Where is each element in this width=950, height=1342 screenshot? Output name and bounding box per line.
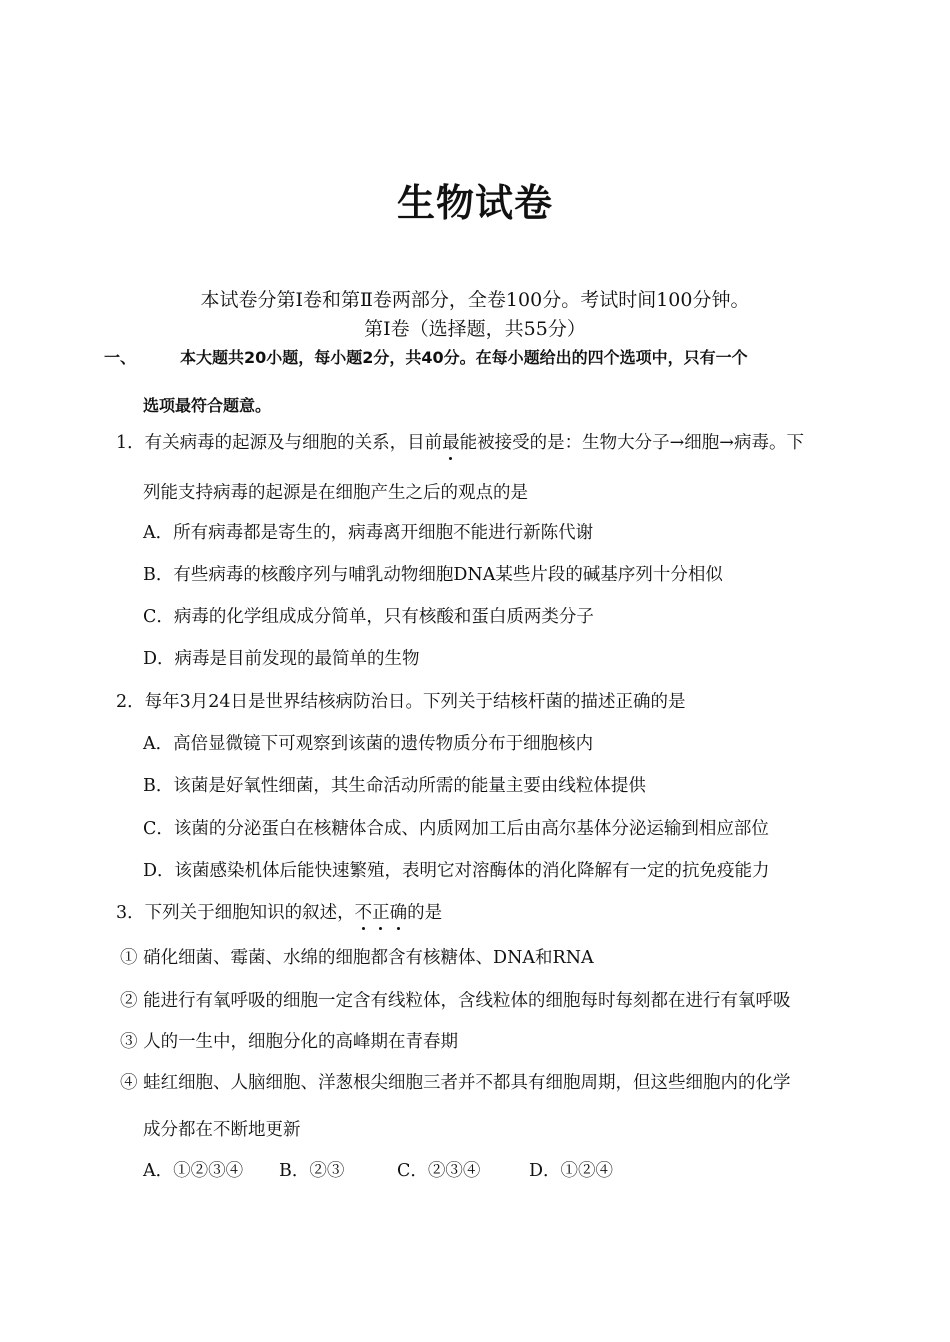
question-1-text-b: 能被接受的是：生物大分子→细胞→病毒。下 [459, 433, 804, 453]
question-2-option-b: B．该菌是好氧性细菌，其生命活动所需的能量主要由线粒体提供 [143, 776, 646, 796]
question-2-option-a: A．高倍显微镜下可观察到该菌的遗传物质分布于细胞核内 [143, 734, 594, 754]
emphasis-dot-char: 不 [354, 903, 373, 923]
section-instructions-cont: 选项最符合题意。 [143, 396, 272, 415]
question-2-stem: 2．每年3月24日是世界结核病防治日。下列关于结核杆菌的描述正确的是 [116, 692, 686, 712]
question-1-option-b: B．有些病毒的核酸序列与哺乳动物细胞DNA某些片段的碱基序列十分相似 [143, 565, 723, 585]
page-title: 生物试卷 [396, 181, 553, 225]
emphasis-dot-char: 最 [442, 433, 460, 453]
question-1-stem [116, 435, 804, 453]
question-3-option-b: B．②③ [279, 1161, 345, 1181]
question-3-stem [116, 905, 442, 923]
question-3-item-2: ② 能进行有氧呼吸的细胞一定含有线粒体，含线粒体的细胞每时每刻都在进行有氧呼吸 [120, 991, 791, 1011]
question-3-option-d: D．①②④ [529, 1161, 614, 1181]
question-1-option-d: D．病毒是目前发现的最简单的生物 [143, 649, 420, 669]
question-3-item-4-cont: 成分都在不断地更新 [143, 1120, 301, 1140]
question-1-option-c: C．病毒的化学组成成分简单，只有核酸和蛋白质两类分子 [143, 607, 594, 627]
exam-intro: 本试卷分第Ⅰ卷和第Ⅱ卷两部分，全卷100分。考试时间100分钟。 [200, 289, 750, 311]
question-1-text-a: 1．有关病毒的起源及与细胞的关系，目前 [116, 433, 443, 453]
question-2-option-d: D．该菌感染机体后能快速繁殖，表明它对溶酶体的消化降解有一定的抗免疫能力 [143, 861, 770, 881]
question-3-text-a: 3．下列关于细胞知识的叙述， [116, 903, 355, 923]
emphasis-dot-char: 正 [372, 903, 390, 923]
question-3-text-b: 的是 [407, 903, 443, 923]
question-3-option-a: A．①②③④ [143, 1161, 244, 1181]
section-number: 一、 [104, 348, 137, 367]
part-heading: 第Ⅰ卷（选择题，共55分） [364, 318, 586, 340]
question-3-item-1: ① 硝化细菌、霉菌、水绵的细胞都含有核糖体、DNA和RNA [120, 948, 594, 968]
question-3-item-3: ③ 人的一生中，细胞分化的高峰期在青春期 [120, 1032, 459, 1052]
question-2-option-c: C．该菌的分泌蛋白在核糖体合成、内质网加工后由高尔基体分泌运输到相应部位 [143, 819, 769, 839]
question-3-option-c: C．②③④ [397, 1161, 481, 1181]
emphasis-dot-char: 确 [389, 903, 408, 923]
question-3-item-4: ④ 蛙红细胞、人脑细胞、洋葱根尖细胞三者并不都具有细胞周期，但这些细胞内的化学 [120, 1073, 791, 1093]
question-1-stem-cont: 列能支持病毒的起源是在细胞产生之后的观点的是 [143, 483, 528, 503]
section-instructions: 本大题共20小题，每小题2分，共40分。在每小题给出的四个选项中，只有一个 [180, 348, 748, 367]
question-1-option-a: A．所有病毒都是寄生的，病毒离开细胞不能进行新陈代谢 [143, 523, 594, 543]
